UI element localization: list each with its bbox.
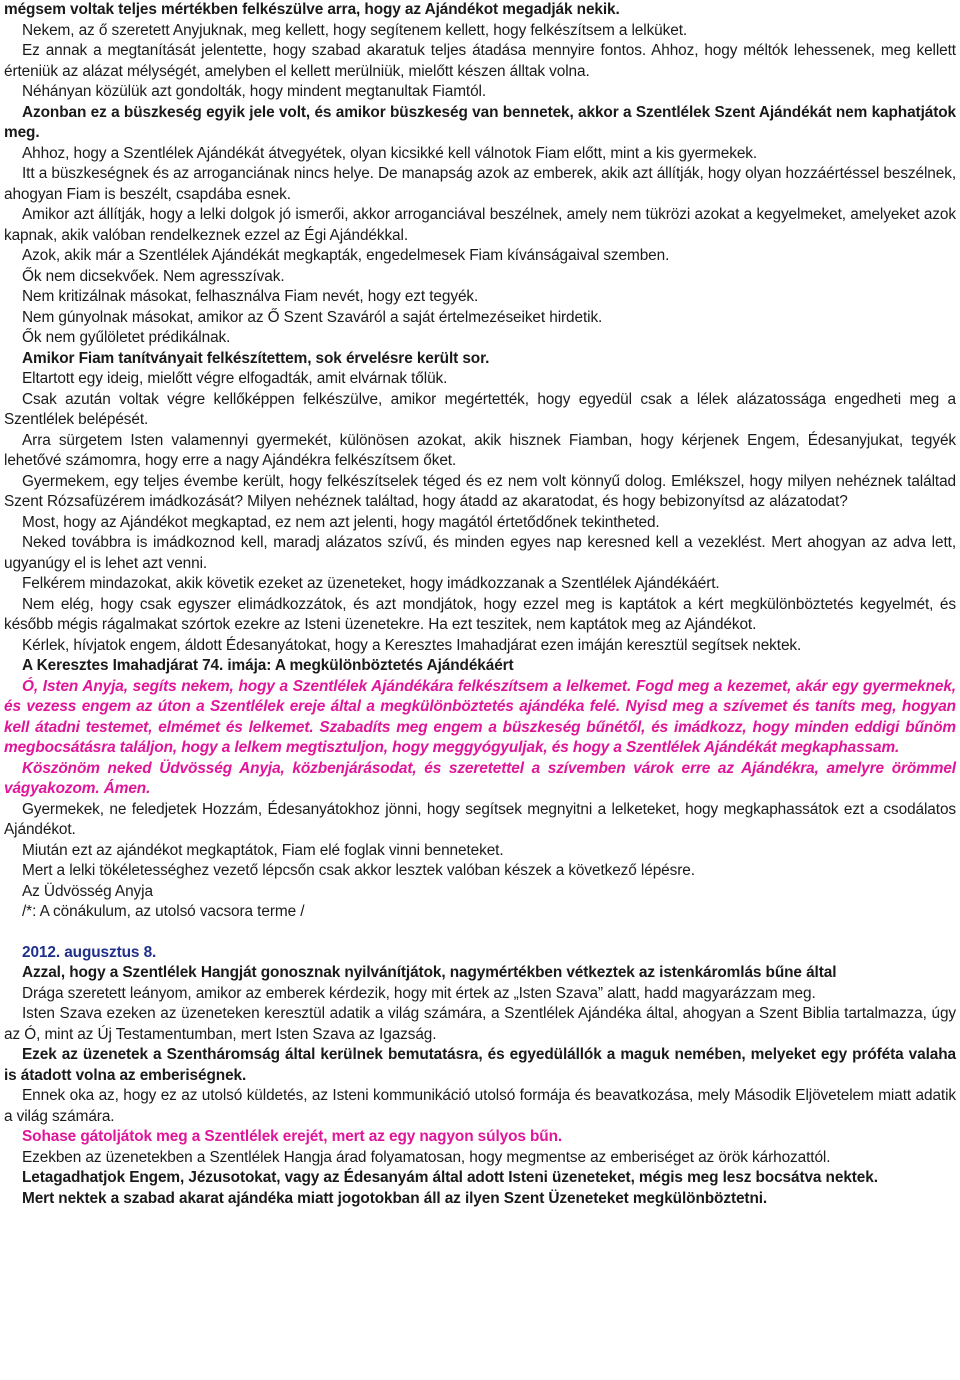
paragraph: Amikor Fiam tanítványait felkészítettem, sok érvelésre került sor. — [22, 349, 490, 367]
paragraph: Arra sürgetem Isten valamennyi gyermekét, különösen azokat, akik hisznek Fiamban, hogy kérjenek Engem, Édesanyjukat, tegyék lehetővé számomra, hogy erre a nagy Ajándékra felkészítsem őket. — [4, 431, 956, 469]
document-body — [4, 0, 956, 1209]
paragraph: mégsem voltak teljes mértékben felkészülve arra, hogy az Ajándékot megadják nekik. — [4, 1, 620, 18]
paragraph: Mert nektek a szabad akarat ajándéka miatt jogotokban áll az ilyen Szent Üzeneteket megkülönböztetni. — [22, 1189, 768, 1207]
paragraph: Eltartott egy ideig, mielőtt végre elfogadták, amit elvárnak tőlük. — [22, 370, 448, 387]
paragraph: Ez annak a megtanítását jelentette, hogy szabad akaratuk teljes átadása mennyire fontos. Ahhoz, hogy méltók lehessenek, meg kellett érteniük az alázat mélységét, amelyben el kellett merülniük, mielőtt készen álltak volna. — [4, 42, 956, 80]
prayer-title: A Keresztes Imahadjárat 74. imája: A megkülönböztetés Ajándékáért — [22, 657, 514, 674]
message-date: 2012. augusztus 8. — [22, 943, 157, 961]
paragraph: Nem kritizálnak másokat, felhasználva Fiam nevét, hogy ezt tegyék. — [22, 288, 479, 305]
paragraph: Amikor azt állítják, hogy a lelki dolgok jó ismerői, akkor arroganciával beszélnek, amely nem tükrözi azokat a kegyelmeket, amelyeket azok kapnak, akik valóban rendelkeznek ezzel az Égi Ajándékkal. — [4, 206, 956, 244]
message-title: Azzal, hogy a Szentlélek Hangját gonosznak nyilvánítjátok, nagymértékben vétkeztek az istenkáromlás bűne által — [22, 964, 837, 981]
paragraph: Felkérem mindazokat, akik követik ezeket az üzeneteket, hogy imádkozzanak a Szentlélek Ajándékáért. — [22, 575, 720, 592]
footnote: /*: A cönákulum, az utolsó vacsora terme / — [22, 903, 305, 920]
prayer-text: Ó, Isten Anyja, segíts nekem, hogy a Szentlélek Ajándékára felkészítsem a lelkemet. Fogd meg a kezemet, akár egy gyermeknek, és vezess engem az úton a Szentlélek ereje által a megkülönböztetés ajándéka felé. Nyisd meg a szívemet és taníts meg, hogyan kell átadni testemet, elmémet és lelkemet. Szabadíts meg engem a büszkeség bűnétől, és imádkozz, hogy minden eddigi bűnöm megbocsátásra találjon, hogy a lelkem megtisztuljon, hogy meggyógyuljak, és hogy a Szentlélek Ajándékát megkaphassam. — [4, 677, 956, 756]
paragraph: Ahhoz, hogy a Szentlélek Ajándékát átvegyétek, olyan kicsikké kell válnotok Fiam előtt, mint a kis gyermekek. — [22, 144, 758, 162]
section-gap — [4, 923, 956, 943]
paragraph: Itt a büszkeségnek és az arroganciának nincs helye. De manapság azok az emberek, akik azt állítják, hogy olyan hozzáértéssel beszélnek, ahogyan Fiam is beszélt, csapdába esnek. — [4, 165, 956, 203]
paragraph: Azonban ez a büszkeség egyik jele volt, és amikor büszkeség van bennetek, akkor a Szentlélek Szent Ajándékát nem kaphatjátok meg. — [4, 103, 956, 141]
paragraph: Drága szeretett leányom, amikor az emberek kérdezik, hogy mit értek az „Isten Szava” alatt, hadd magyarázzam meg. — [22, 984, 816, 1002]
paragraph: Csak azután voltak végre kellőképpen felkészülve, amikor megértették, hogy egyedül csak a lélek alázatossága engedheti meg a Szentlélek belépését. — [4, 390, 956, 428]
paragraph: Nekem, az ő szeretett Anyjuknak, meg kellett, hogy segítenem kellett, hogy felkészítsem a lelküket. — [22, 21, 688, 39]
paragraph: Ennek oka az, hogy ez az utolsó küldetés, az Isteni kommunikáció utolsó formája és beavatkozása, mely Második Eljövetelem miatt adatik a világ számára. — [4, 1087, 956, 1125]
paragraph: Isten Szava ezeken az üzeneteken keresztül adatik a világ számára, a Szentlélek Ajándéka által, ahogyan a Szent Biblia tartalmazza, úgy az Ó, mint az Új Testamentumban, mert Isten Szava az Igazság. — [4, 1005, 956, 1043]
signature: Az Üdvösség Anyja — [22, 882, 153, 900]
paragraph: Gyermekem, egy teljes évembe került, hogy felkészítselek téged és ez nem volt könnyű dolog. Emlékszel, hogy milyen nehéznek találtad Szent Rózsafüzérem imádkozását? Milyen nehéznek találtad, hogy átadd az akaratodat, és hogy bebizonyítsd az alázatodat? — [4, 472, 956, 510]
highlighted-paragraph: Sohase gátoljátok meg a Szentlélek erejét, mert az egy nagyon súlyos bűn. — [22, 1128, 563, 1145]
paragraph: Letagadhatjok Engem, Jézusotokat, vagy az Édesanyám által adott Isteni üzeneteket, mégis meg lesz bocsátva nektek. — [22, 1169, 878, 1186]
paragraph: Ezekben az üzenetekben a Szentlélek Hangja árad folyamatosan, hogy megmentse az emberiséget az örök kárhozattól. — [22, 1148, 831, 1166]
paragraph: Ők nem gyűlöletet prédikálnak. — [22, 329, 231, 346]
paragraph: Mert a lelki tökéletességhez vezető lépcsőn csak akkor lesztek valóban készek a következő lépésre. — [22, 862, 695, 879]
paragraph: Ők nem dicsekvőek. Nem agresszívak. — [22, 267, 285, 285]
paragraph: Kérlek, hívjatok engem, áldott Édesanyátokat, hogy a Keresztes Imahadjárat ezen imáján keresztül segítsek nektek. — [22, 636, 802, 654]
prayer-text: Köszönöm neked Üdvösség Anyja, közbenjárásodat, és szeretettel a szívemben várok erre az Ajándékra, amelyre örömmel vágyakozom. Ámen. — [4, 759, 956, 797]
paragraph: Nem elég, hogy csak egyszer elimádkozzátok, és azt mondjátok, hogy ezzel meg is kaptátok a kért megkülönböztetés kegyelmét, és később mégis rágalmakat szórtok ezekre az Isteni üzenetekre. Ha ezt teszitek, nem kaptátok meg az Ajándékot. — [4, 595, 956, 633]
paragraph: Ezek az üzenetek a Szentháromság által kerülnek bemutatásra, és egyedülállók a maguk nemében, melyeket egy próféta valaha is átadott volna az emberiségnek. — [4, 1046, 956, 1084]
paragraph: Azok, akik már a Szentlélek Ajándékát megkapták, engedelmesek Fiam kívánságaival szemben. — [22, 247, 670, 264]
paragraph: Nem gúnyolnak másokat, amikor az Ő Szent Szaváról a saját értelmezéseiket hirdetik. — [22, 308, 603, 326]
paragraph: Neked továbbra is imádkoznod kell, maradj alázatos szívű, és minden egyes nap keresned kell a vezeklést. Mert ahogyan az adva lett, ugyanúgy el is lehet azt venni. — [4, 534, 956, 572]
paragraph: Gyermekek, ne feledjetek Hozzám, Édesanyátokhoz jönni, hogy segítsek megnyitni a lelketeket, hogy megkaphassátok ezt a csodálatos Ajándékot. — [4, 800, 956, 838]
paragraph: Néhányan közülük azt gondolták, hogy mindent megtanultak Fiamtól. — [22, 83, 487, 100]
paragraph: Most, hogy az Ajándékot megkaptad, ez nem azt jelenti, hogy magától értetődőnek tekintheted. — [22, 513, 660, 531]
paragraph: Miután ezt az ajándékot megkaptátok, Fiam elé foglak vinni benneteket. — [22, 841, 504, 859]
